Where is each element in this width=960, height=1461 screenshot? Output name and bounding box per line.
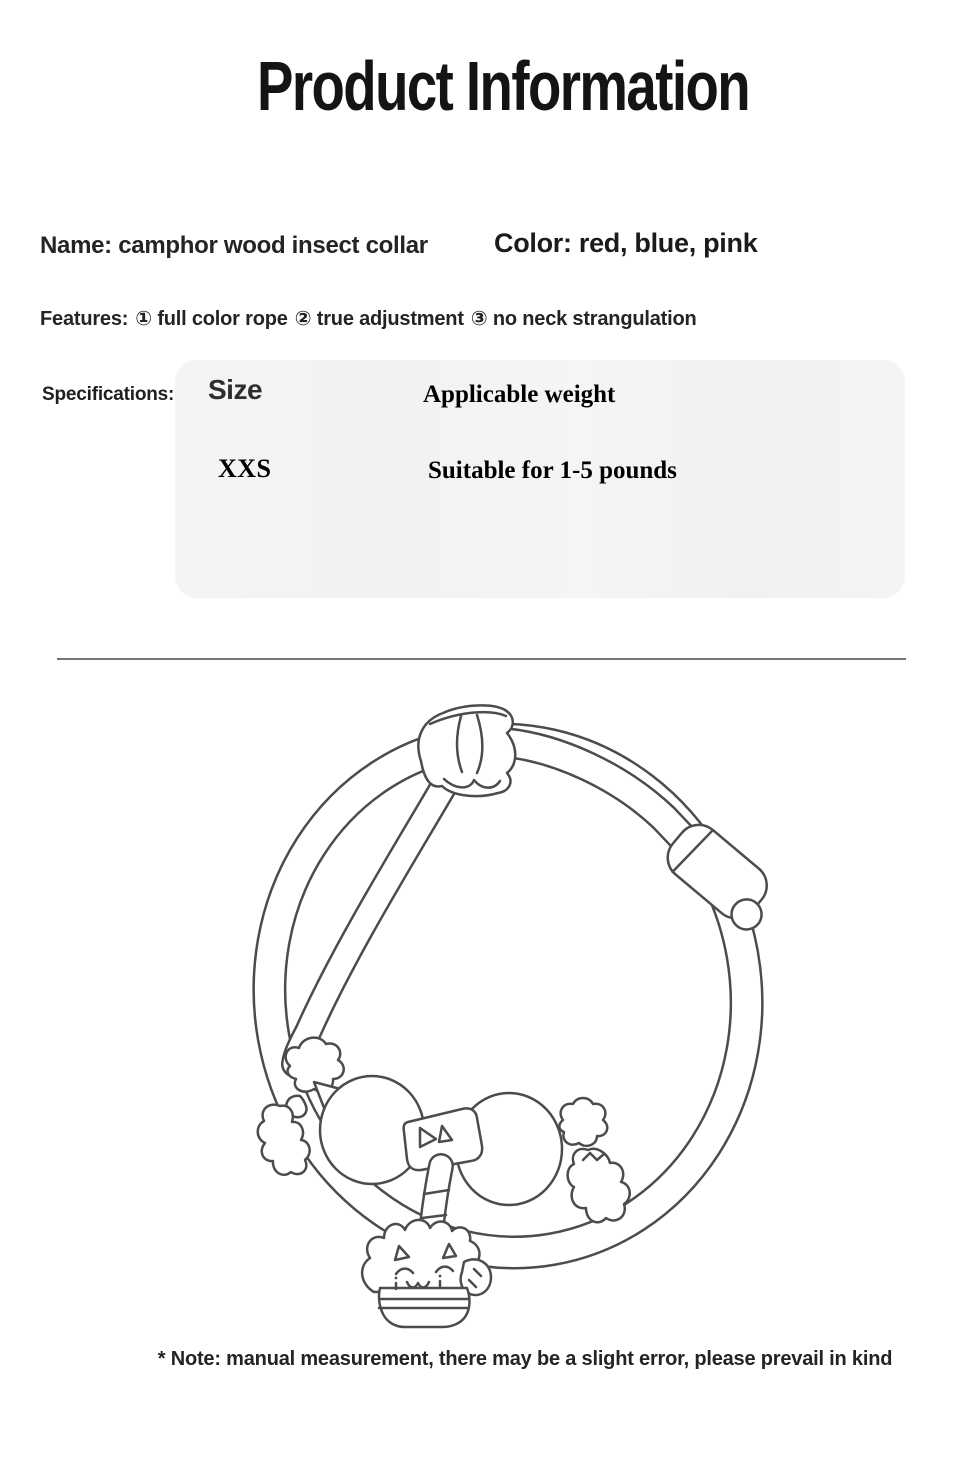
feature-item: ② true adjustment [294, 308, 464, 330]
specifications-label: Specifications: [42, 384, 175, 405]
product-name: Name: camphor wood insect collar [40, 232, 428, 259]
page-title: Product Information [256, 47, 750, 125]
collar-buckle [418, 705, 515, 796]
product-features [40, 306, 704, 331]
spec-weight-value: Suitable for 1-5 pounds [428, 457, 677, 484]
specifications-table [175, 360, 905, 598]
feature-item: ① full color rope [135, 308, 288, 330]
product-color: Color: red, blue, pink [494, 228, 758, 258]
cat-collar-line-drawing-icon [0, 660, 960, 1360]
feature-item: ③ no neck strangulation [470, 308, 697, 330]
measurement-note: * Note: manual measurement, there may be a slight error, please prevail in kind [157, 1348, 893, 1370]
right-charm [559, 1098, 629, 1222]
spec-size-value: XXS [218, 454, 272, 483]
spec-column-weight: Applicable weight [423, 381, 616, 408]
features-label: Features: [40, 308, 129, 330]
spec-column-size: Size [208, 374, 263, 405]
